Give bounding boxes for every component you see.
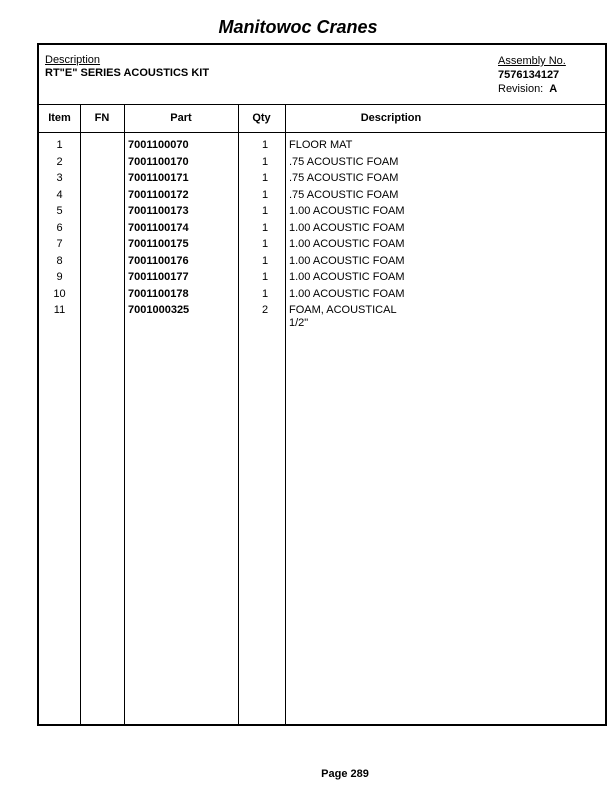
part-description: 1.00 ACOUSTIC FOAM — [289, 238, 405, 250]
description-block — [45, 54, 209, 80]
table-row — [39, 156, 605, 173]
page-number: Page 289 — [321, 768, 369, 780]
table-row — [39, 205, 605, 222]
table-row — [39, 172, 605, 189]
part-description-line1: FOAM, ACOUSTICAL — [289, 304, 397, 316]
item-number: 2 — [56, 155, 63, 168]
part-description: FLOOR MAT — [289, 139, 353, 151]
item-number: 9 — [56, 271, 63, 283]
part-number: 7001100177 — [128, 271, 189, 283]
item-number: 7 — [56, 238, 63, 250]
part-number: 7001100172 — [128, 188, 189, 201]
item-number: 11 — [53, 304, 66, 316]
item-number: 8 — [56, 254, 63, 267]
quantity: 1 — [261, 188, 269, 201]
assembly-label: Assembly No. — [498, 55, 566, 67]
assembly-block — [498, 54, 566, 96]
quantity: 1 — [261, 287, 269, 300]
column-header-item: Item — [48, 112, 71, 124]
part-number: 7001100175 — [128, 238, 189, 250]
part-description: .75 ACOUSTIC FOAM — [289, 188, 399, 201]
part-number: 7001100176 — [128, 254, 189, 267]
page-title: Manitowoc Cranes — [218, 17, 378, 37]
quantity: 1 — [261, 238, 269, 250]
part-description: 1.00 ACOUSTIC FOAM — [289, 287, 405, 300]
table-row — [39, 271, 605, 288]
table-row — [39, 189, 605, 206]
quantity: 1 — [261, 172, 269, 184]
quantity: 1 — [261, 254, 269, 267]
part-description: .75 ACOUSTIC FOAM — [289, 155, 399, 168]
table-row — [39, 255, 605, 272]
column-header-fn: FN — [94, 112, 110, 124]
part-description: .75 ACOUSTIC FOAM — [289, 172, 399, 184]
part-description: 1.00 ACOUSTIC FOAM — [289, 254, 405, 267]
part-number: 7001100171 — [128, 172, 189, 184]
quantity: 1 — [261, 139, 269, 151]
assembly-header — [39, 45, 605, 105]
table-row — [39, 222, 605, 239]
column-header-qty: Qty — [252, 112, 271, 124]
item-number: 10 — [53, 287, 66, 300]
part-number: 7001100174 — [128, 221, 189, 234]
table-row — [39, 238, 605, 255]
item-number: 4 — [56, 188, 63, 201]
item-number: 3 — [56, 172, 63, 184]
column-header-part: Part — [170, 112, 192, 124]
quantity: 1 — [261, 155, 269, 168]
revision-label: Revision: — [498, 83, 544, 95]
part-number: 7001100070 — [128, 139, 189, 151]
part-number: 7001100173 — [128, 205, 189, 217]
part-description-line2: 1/2" — [289, 317, 309, 329]
quantity: 2 — [261, 304, 269, 316]
parts-list-frame — [37, 43, 607, 726]
quantity: 1 — [261, 271, 269, 283]
part-number: 7001100178 — [128, 287, 189, 300]
revision-value: A — [549, 83, 558, 95]
revision-line — [498, 82, 566, 96]
part-description — [289, 304, 439, 330]
quantity: 1 — [261, 221, 269, 234]
item-number: 5 — [56, 205, 63, 217]
part-description: 1.00 ACOUSTIC FOAM — [289, 205, 405, 217]
quantity: 1 — [261, 205, 269, 217]
item-number: 1 — [56, 139, 63, 151]
column-header-description: Description — [360, 112, 422, 124]
table-row — [39, 288, 605, 305]
part-description: 1.00 ACOUSTIC FOAM — [289, 221, 405, 234]
description-value: RT"E" SERIES ACOUSTICS KIT — [45, 67, 210, 79]
table-row — [39, 139, 605, 156]
part-description: 1.00 ACOUSTIC FOAM — [289, 271, 405, 283]
parts-table-body — [39, 139, 605, 334]
table-row — [39, 304, 605, 334]
part-number: 7001100170 — [128, 155, 189, 168]
part-number: 7001000325 — [128, 304, 190, 316]
assembly-number: 7576134127 — [498, 69, 560, 81]
item-number: 6 — [56, 221, 63, 234]
description-label: Description — [45, 54, 101, 66]
